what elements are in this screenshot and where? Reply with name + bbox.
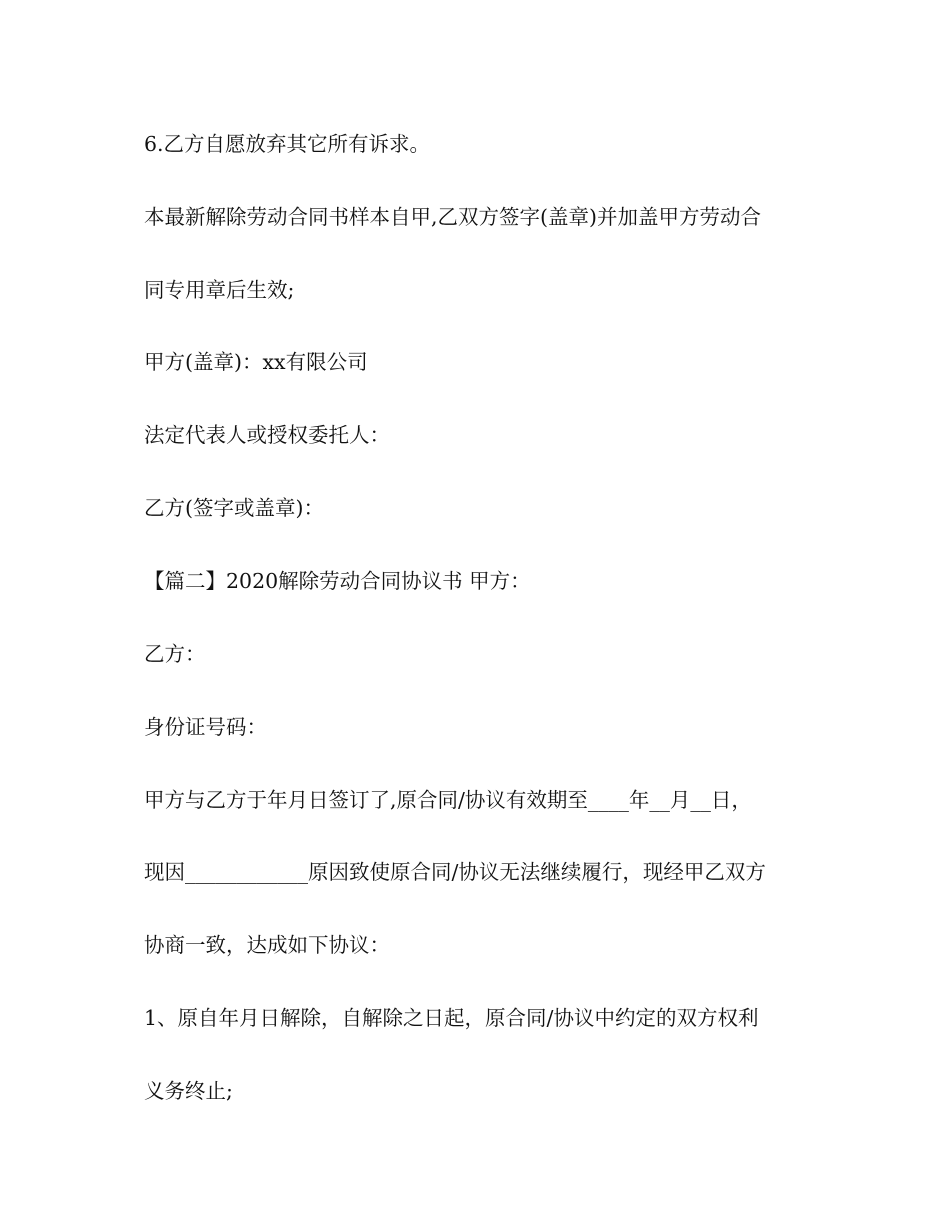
clause-1-line-2: 义务终止; xyxy=(144,1079,233,1103)
party-a-seal-line: 甲方(盖章)：xx有限公司 xyxy=(144,350,368,374)
section-two-heading: 【篇二】2020解除劳动合同协议书 甲方： xyxy=(144,569,531,593)
party-b-signature-line: 乙方(签字或盖章)： xyxy=(144,496,324,520)
agreement-term-line-2: 现因____________原因致使原合同/协议无法继续履行，现经甲乙双方 xyxy=(144,860,766,884)
effective-clause-line-2: 同专用章后生效; xyxy=(144,278,295,302)
legal-representative-line: 法定代表人或授权委托人： xyxy=(144,423,390,447)
party-b-line: 乙方： xyxy=(144,642,206,666)
id-number-line: 身份证号码： xyxy=(144,715,267,739)
agreement-term-line-1: 甲方与乙方于年月日签订了,原合同/协议有效期至____年__月__日， xyxy=(144,788,752,812)
effective-clause-line-1: 本最新解除劳动合同书样本自甲,乙双方签字(盖章)并加盖甲方劳动合 xyxy=(144,205,762,229)
clause-6-line: 6.乙方自愿放弃其它所有诉求。 xyxy=(144,132,431,156)
agreement-term-line-3: 协商一致，达成如下协议： xyxy=(144,933,390,957)
clause-1-line-1: 1、原自年月日解除，自解除之日起，原合同/协议中约定的双方权利 xyxy=(144,1006,759,1030)
